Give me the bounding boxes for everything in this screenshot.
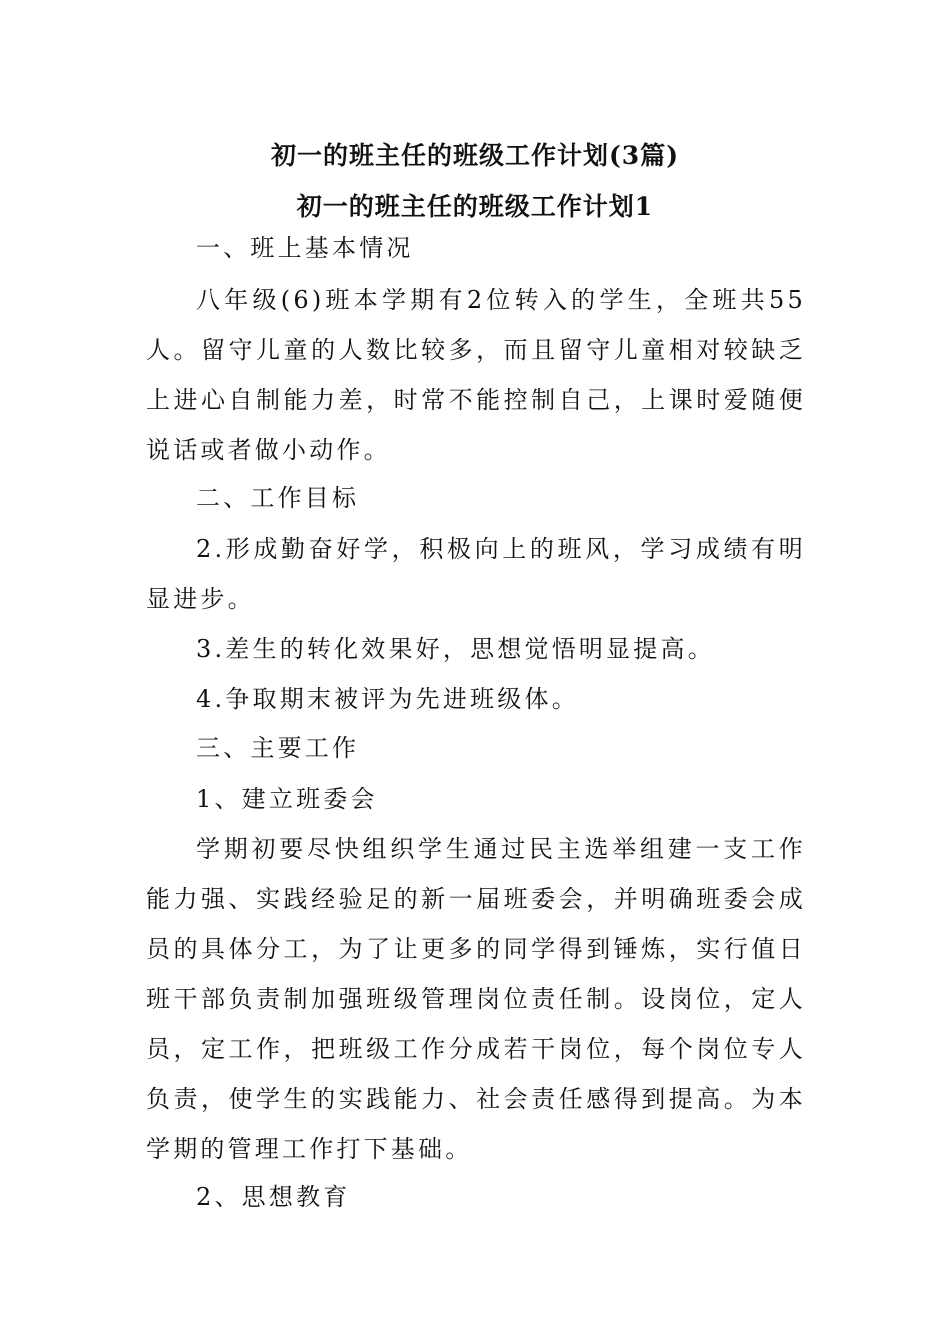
goal-item-2: 2.形成勤奋好学，积极向上的班风，学习成绩有明显进步。	[146, 535, 806, 613]
goal-item-4: 4.争取期末被评为先进班级体。	[196, 685, 579, 713]
heading-basic-situation: 一、班上基本情况	[196, 234, 414, 262]
subheading-class-committee: 1、建立班委会	[196, 785, 378, 813]
document-title: 初一的班主任的班级工作计划(3篇)	[270, 141, 680, 170]
heading-work-goals: 二、工作目标	[196, 484, 360, 512]
paragraph-class-committee: 学期初要尽快组织学生通过民主选举组建一支工作能力强、实践经验足的新一届班委会，并明确班委会成员的具体分工，为了让更多的同学得到锤炼，实行值日班干部负责制加强班级管理岗位责任制。设岗位，定人员，定工作，把班级工作分成若干岗位，每个岗位专人负责，使学生的实践能力、社会责任感得到提高。为本学期的管理工作打下基础。	[146, 835, 806, 1163]
subheading-ideological-education: 2、思想教育	[196, 1183, 351, 1211]
heading-main-work: 三、主要工作	[196, 734, 360, 762]
section-title: 初一的班主任的班级工作计划1	[296, 192, 654, 221]
goal-item-3: 3.差生的转化效果好，思想觉悟明显提高。	[196, 635, 715, 663]
paragraph-class-situation: 八年级(6)班本学期有2位转入的学生，全班共55人。留守儿童的人数比较多，而且留守儿童相对较缺乏上进心自制能力差，时常不能控制自己，上课时爱随便说话或者做小动作。	[146, 286, 806, 464]
